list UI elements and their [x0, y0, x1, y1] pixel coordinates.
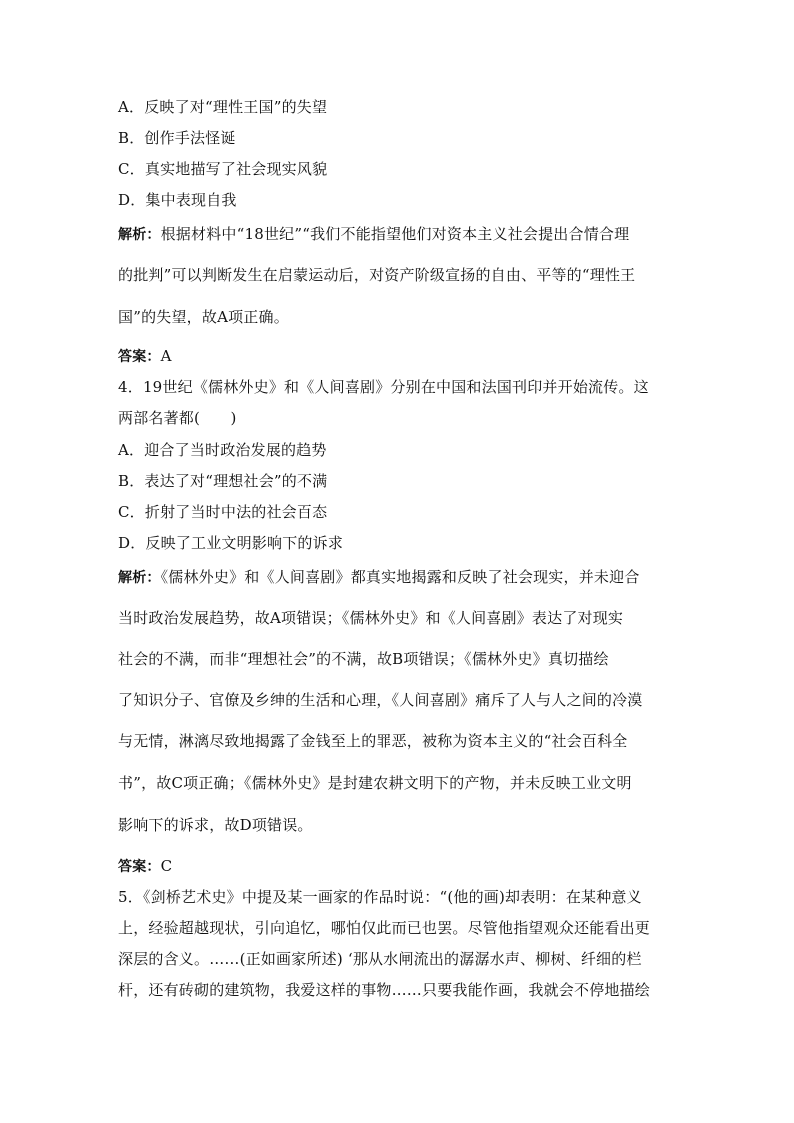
q4-answer-value: C [160, 857, 173, 875]
q4-answer-line [118, 856, 172, 877]
q4-answer-label: 答案： [118, 859, 161, 875]
q5-stem-line: 杆，还有砖砌的建筑物，我爱这样的事物……只要我能作画，我就会不停地描绘 [118, 981, 651, 999]
q4-analysis-line: 了知识分子、官僚及乡绅的生活和心理，《人间喜剧》痛斥了人与人之间的冷漠 [118, 691, 643, 709]
q3-analysis-line [118, 224, 629, 245]
q4-option-a: A．迎合了当时政治发展的趋势 [118, 441, 327, 459]
q4-analysis-label: 解析： [118, 570, 161, 586]
q3-option-a: A．反映了对“理性王国”的失望 [118, 98, 328, 116]
q4-analysis-line [118, 567, 640, 588]
q4-stem-line: 4．19世纪《儒林外史》和《人间喜剧》分别在中国和法国刊印并开始流传。这 [118, 378, 649, 396]
q4-option-b: B．表达了对“理想社会”的不满 [118, 472, 328, 490]
q3-answer-value: A [160, 347, 172, 365]
q3-analysis-line: 国”的失望，故A项正确。 [118, 308, 289, 326]
q4-option-c: C．折射了当时中法的社会百态 [118, 503, 328, 521]
q3-analysis-line: 的批判”可以判断发生在启蒙运动后，对资产阶级宣扬的自由、平等的“理性王 [118, 266, 636, 284]
q3-option-b: B．创作手法怪诞 [118, 129, 236, 147]
q4-analysis-line: 社会的不满，而非“理想社会”的不满，故B项错误；《儒林外史》真切描绘 [118, 650, 609, 668]
q3-option-d: D．集中表现自我 [118, 191, 237, 209]
q4-option-d: D．反映了工业文明影响下的诉求 [118, 534, 344, 552]
q4-analysis-line: 书”，故C项正确；《儒林外史》是封建农耕文明下的产物，并未反映工业文明 [118, 774, 632, 792]
q5-stem-line: 上，经验超越现状，引向追忆，哪怕仅此而已也罢。尽管他指望观众还能看出更 [118, 919, 651, 937]
q3-analysis-label: 解析： [118, 227, 161, 243]
q4-analysis-line: 当时政治发展趋势，故A项错误；《儒林外史》和《人间喜剧》表达了对现实 [118, 609, 624, 627]
q4-stem-line: 两部名著都( ) [118, 409, 237, 427]
q5-stem-line: 深层的含义。……(正如画家所述) ‘那从水闸流出的潺潺水声、柳树、纤细的栏 [118, 950, 642, 968]
q4-analysis-text: 《儒林外史》和《人间喜剧》都真实地揭露和反映了社会现实，并未迎合 [160, 568, 640, 586]
q3-option-c: C．真实地描写了社会现实风貌 [118, 160, 328, 178]
q3-analysis-text: 根据材料中“18世纪”“我们不能指望他们对资本主义社会提出合情合理 [160, 225, 630, 243]
q3-answer-line [118, 346, 172, 367]
q3-answer-label: 答案： [118, 349, 161, 365]
q5-stem-line: 5．《剑桥艺术史》中提及某一画家的作品时说：“(他的画)却表明：在某种意义 [118, 888, 642, 906]
q4-analysis-line: 影响下的诉求，故D项错误。 [118, 816, 313, 834]
q4-analysis-line: 与无情，淋漓尽致地揭露了金钱至上的罪恶，被称为资本主义的“社会百科全 [118, 732, 628, 750]
